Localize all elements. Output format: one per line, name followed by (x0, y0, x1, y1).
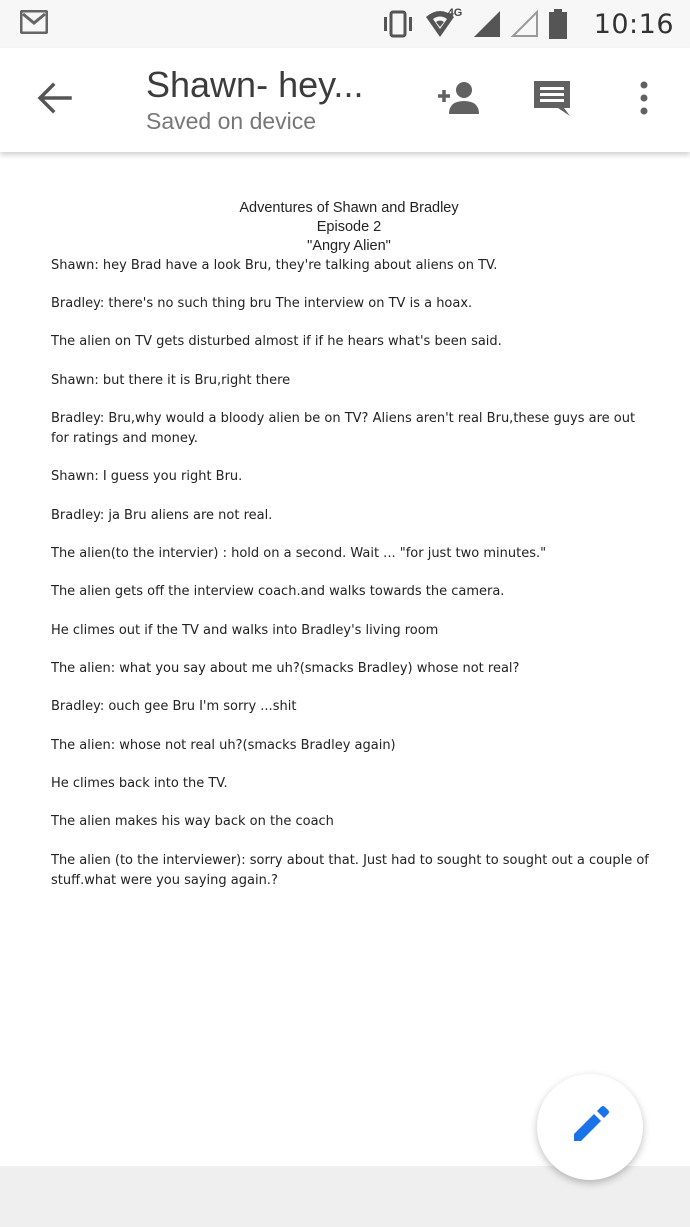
paragraph: Shawn: I guess you right Bru. (51, 469, 243, 484)
paragraph: He climes out if the TV and walks into Bradley's living room (51, 623, 439, 638)
heading-line: "Angry Alien" (307, 238, 391, 254)
status-bar (0, 0, 690, 48)
battery-icon (548, 9, 568, 39)
signal-empty-icon (510, 9, 540, 39)
wifi-icon (424, 9, 464, 39)
edit-pencil-icon (570, 1105, 610, 1150)
paragraph: He climes back into the TV. (51, 776, 228, 791)
edit-fab-button[interactable] (537, 1074, 643, 1180)
gmail-icon (20, 10, 48, 34)
paragraph: Bradley: ja Bru aliens are not real. (51, 508, 273, 523)
document-heading (0, 199, 690, 256)
share-button[interactable] (432, 72, 488, 128)
paragraph: The alien(to the intervier) : hold on a second. Wait ... "for just two minutes." (51, 546, 547, 561)
paragraph: The alien: whose not real uh?(smacks Bradley again) (51, 738, 396, 753)
paragraph: Shawn: but there it is Bru,right there (51, 373, 291, 388)
save-status: Saved on device (146, 108, 317, 134)
paragraph: The alien makes his way back on the coach (51, 814, 334, 829)
paragraph: Bradley: Bru,why would a bloody alien be on TV? Aliens aren't real Bru,these guys are out for ratings and money. (51, 411, 636, 446)
more-options-button[interactable] (616, 72, 672, 128)
signal-icon (472, 9, 502, 39)
paragraph: Bradley: there's no such thing bru The interview on TV is a hoax. (51, 296, 473, 311)
clock: 10:16 (593, 8, 674, 40)
vibrate-icon (380, 9, 416, 39)
paragraph: Shawn: hey Brad have a look Bru, they're talking about aliens on TV. (51, 258, 498, 273)
paragraph: The alien (to the interviewer): sorry about that. Just had to sought to sought out a couple of stuff.what were you saying again.? (51, 853, 649, 888)
more-vert-icon (638, 81, 650, 120)
comment-icon (532, 78, 572, 123)
back-arrow-icon (36, 82, 72, 119)
paragraph: The alien on TV gets disturbed almost if if he hears what's been said. (51, 334, 502, 349)
paragraph: Bradley: ouch gee Bru I'm sorry ...shit (51, 699, 297, 714)
document-page[interactable] (0, 152, 690, 1166)
app-bar (0, 48, 690, 152)
network-type-label: 4G (447, 7, 463, 19)
document-title: Shawn- hey... (146, 64, 364, 105)
heading-line: Adventures of Shawn and Bradley (239, 200, 459, 216)
paragraph: The alien gets off the interview coach.and walks towards the camera. (51, 584, 505, 599)
paragraph: The alien: what you say about me uh?(smacks Bradley) whose not real? (51, 661, 520, 676)
add-person-icon (436, 80, 484, 121)
back-button[interactable] (26, 72, 82, 128)
heading-line: Episode 2 (316, 219, 382, 235)
comments-button[interactable] (524, 72, 580, 128)
